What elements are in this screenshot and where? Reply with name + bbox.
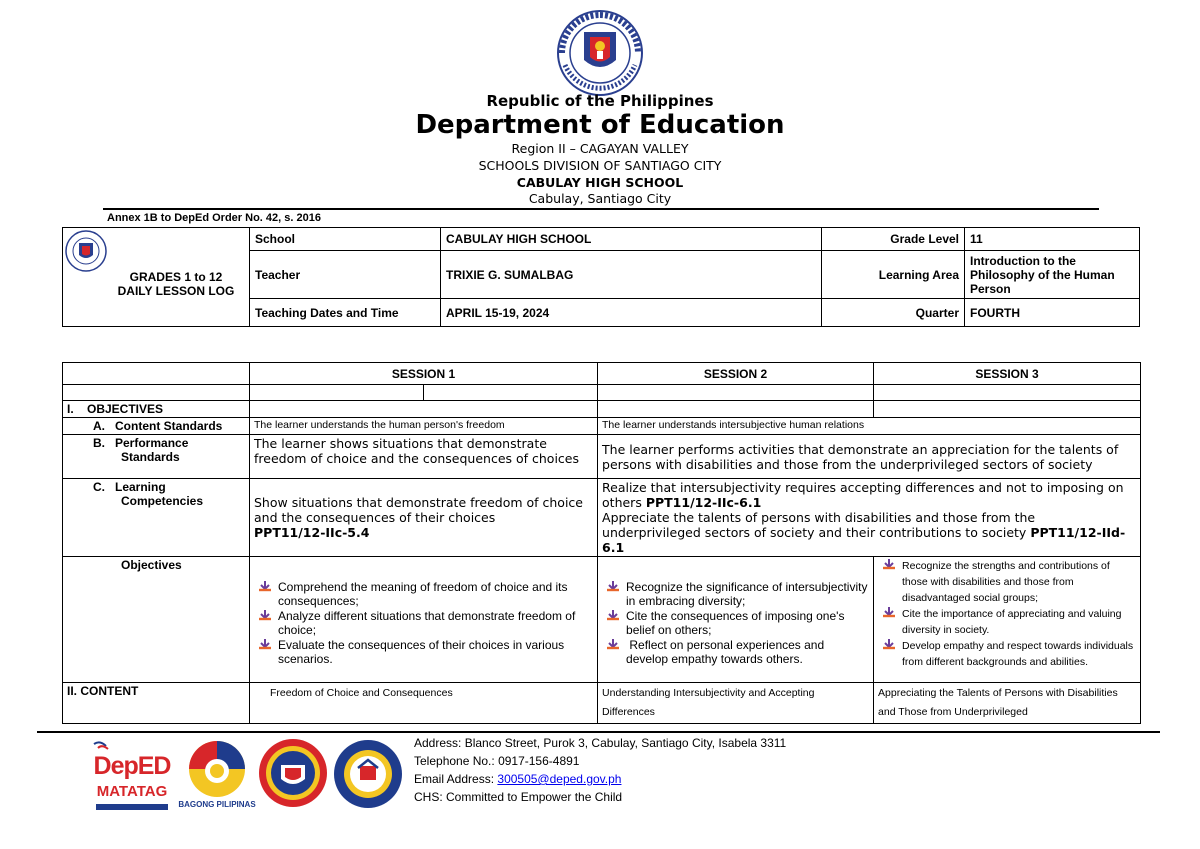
list-item	[254, 638, 593, 667]
school-value: CABULAY HIGH SCHOOL	[441, 228, 822, 251]
footer-phone-line	[414, 752, 786, 770]
objective-text: Analyze different situations that demonstrate freedom of choice;	[278, 608, 576, 637]
deped-logo-text: DepED	[93, 752, 171, 780]
header-republic: Republic of the Philippines	[486, 92, 714, 110]
content-s2: Understanding Intersubjectivity and Accepting Differences	[598, 683, 874, 724]
spacer-cell	[63, 385, 250, 401]
header-address: Cabulay, Santiago City	[528, 191, 672, 206]
deped-seal-small-logo	[65, 230, 107, 275]
objectives-label: Objectives	[63, 557, 250, 683]
performance-standards-s2: The learner performs activities that demonstrate an appreciation for the talents of persons with disabilities and those from the underprivileged sectors of society	[598, 435, 1141, 479]
grade-value: 11	[965, 228, 1140, 251]
bagong-pilipinas-text: BAGONG PILIPINAS	[178, 800, 256, 809]
header-region: Region II – CAGAYAN VALLEY	[511, 141, 689, 156]
learning-competencies-s2	[598, 479, 1141, 557]
list-item	[878, 558, 1136, 606]
learning-competencies-label-2: Competencies	[121, 494, 204, 508]
competency-1-text: Show situations that demonstrate freedom of choice and the consequences of their choices	[254, 495, 583, 525]
quarter-label: Quarter	[822, 299, 965, 327]
competency-2b-code: PPT11/12-IId-6.1	[602, 525, 1126, 555]
arrow-bullet-icon	[882, 606, 896, 620]
header-divider	[103, 208, 1099, 210]
competency-1-code: PPT11/12-IIc-5.4	[254, 525, 370, 540]
spacer-cell	[598, 385, 874, 401]
lesson-log-table	[62, 362, 1141, 724]
performance-standards-label	[63, 435, 250, 479]
grade-label: Grade Level	[822, 228, 965, 251]
arrow-bullet-icon	[258, 609, 272, 623]
objectives-heading: I. OBJECTIVES	[63, 401, 250, 418]
header-department: Department of Education	[415, 110, 785, 140]
matatag-sub-bar	[96, 804, 168, 810]
list-item	[602, 580, 869, 609]
learning-area-label: Learning Area	[822, 251, 965, 299]
email-link[interactable]: 300505@deped.gov.ph	[497, 772, 622, 786]
objective-text: Reflect on personal experiences and develop empathy towards others.	[626, 637, 828, 666]
deped-seal-logo	[557, 10, 643, 96]
objective-text: Develop empathy and respect towards individuals from different backgrounds and abilities.	[902, 640, 1134, 668]
objectives-s1	[250, 557, 598, 683]
objectives-s3-list	[878, 558, 1136, 670]
log-title-cell	[63, 228, 250, 327]
learning-competencies-label-1: C. Learning	[93, 480, 166, 494]
learning-competencies-s1	[250, 479, 598, 557]
spacer-cell	[874, 385, 1141, 401]
cabulay-hs-logo	[332, 738, 404, 810]
objective-text: Recognize the significance of intersubjectivity in embracing diversity;	[626, 579, 868, 608]
performance-standards-s1: The learner shows situations that demonstrate freedom of choice and the consequences of choices	[250, 435, 598, 479]
performance-standards-label-2: Standards	[121, 450, 180, 464]
teacher-value: TRIXIE G. SUMALBAG	[441, 251, 822, 299]
log-title-line-2: DAILY LESSON LOG	[117, 284, 235, 298]
performance-standards-label-1: B. Performance	[93, 436, 189, 450]
bagong-pilipinas-logo	[178, 738, 256, 810]
arrow-bullet-icon	[606, 609, 620, 623]
footer-address-line	[414, 734, 786, 752]
teaching-dates-label: Teaching Dates and Time	[250, 299, 441, 327]
list-item	[602, 609, 869, 638]
objectives-heading-s1	[250, 401, 598, 418]
list-item	[878, 638, 1136, 670]
session-3-header: SESSION 3	[874, 363, 1141, 385]
list-item	[602, 638, 869, 667]
objectives-s1-list	[254, 580, 593, 667]
learning-area-value: Introduction to the Philosophy of the Human Person	[965, 251, 1140, 299]
session-1-header: SESSION 1	[250, 363, 598, 385]
spacer-cell	[250, 385, 424, 401]
arrow-bullet-icon	[606, 580, 620, 594]
arrow-bullet-icon	[882, 638, 896, 652]
phone-label: Telephone No.:	[414, 754, 495, 768]
competency-2a-code: PPT11/12-IIc-6.1	[645, 495, 762, 510]
objectives-heading-s2	[598, 401, 874, 418]
session-header-blank	[63, 363, 250, 385]
objective-text: Recognize the strengths and contributions of those with disabilities and those from disadvantaged social groups;	[902, 560, 1110, 604]
list-item	[254, 580, 593, 609]
school-label: School	[250, 228, 441, 251]
footer-email-line	[414, 770, 786, 788]
deped-matatag-logo	[88, 740, 176, 818]
quarter-value: FOURTH	[965, 299, 1140, 327]
footer-chs: CHS: Committed to Empower the Child	[414, 790, 623, 804]
objectives-s2-list	[602, 580, 869, 667]
daily-lesson-log-info-table	[62, 227, 1140, 327]
session-2-header: SESSION 2	[598, 363, 874, 385]
log-title-line-1: GRADES 1 to 12	[129, 270, 223, 284]
objectives-heading-s3	[874, 401, 1141, 418]
footer-divider	[37, 731, 1160, 733]
arrow-bullet-icon	[882, 558, 896, 572]
competency-2a-text: Realize that intersubjectivity requires accepting differences and not to imposing on others	[602, 480, 1124, 510]
content-standards-s1: The learner understands the human person's freedom	[250, 418, 598, 435]
objective-text: Comprehend the meaning of freedom of choice and its consequences;	[278, 579, 568, 608]
address-value: Blanco Street, Purok 3, Cabulay, Santiago City, Isabela 3311	[461, 736, 787, 750]
teaching-dates-value: APRIL 15-19, 2024	[441, 299, 822, 327]
header-school: CABULAY HIGH SCHOOL	[516, 175, 684, 190]
content-label: II. CONTENT	[63, 683, 250, 724]
teacher-label: Teacher	[250, 251, 441, 299]
header-division: SCHOOLS DIVISION OF SANTIAGO CITY	[478, 158, 722, 173]
competency-2b-text: Appreciate the talents of persons with disabilities and those from the underprivileged sectors of society and their contributions to society	[602, 510, 1036, 540]
content-standards-label: A. Content Standards	[63, 418, 250, 435]
email-label: Email Address:	[414, 772, 495, 786]
division-seal-logo	[257, 737, 329, 809]
learning-competencies-label	[63, 479, 250, 557]
matatag-logo-text: MATATAG	[96, 783, 168, 800]
footer-contact	[414, 734, 786, 806]
arrow-bullet-icon	[258, 638, 272, 652]
arrow-bullet-icon	[606, 638, 620, 652]
objective-text: Evaluate the consequences of their choices in various scenarios.	[278, 637, 565, 666]
address-label: Address:	[414, 736, 462, 750]
list-item	[254, 609, 593, 638]
phone-value: 0917-156-4891	[494, 754, 580, 768]
objectives-s2	[598, 557, 874, 683]
spacer-cell	[424, 385, 598, 401]
content-standards-s2: The learner understands intersubjective human relations	[598, 418, 1141, 435]
arrow-bullet-icon	[258, 580, 272, 594]
annex-label: Annex 1B to DepEd Order No. 42, s. 2016	[107, 212, 321, 224]
list-item	[878, 606, 1136, 638]
objective-text: Cite the consequences of imposing one's belief on others;	[626, 608, 845, 637]
objective-text: Cite the importance of appreciating and valuing diversity in society.	[902, 608, 1122, 636]
objectives-s3	[874, 557, 1141, 683]
content-s1: Freedom of Choice and Consequences	[250, 683, 598, 724]
content-s3: Appreciating the Talents of Persons with Disabilities and Those from Underprivileged	[874, 683, 1141, 724]
